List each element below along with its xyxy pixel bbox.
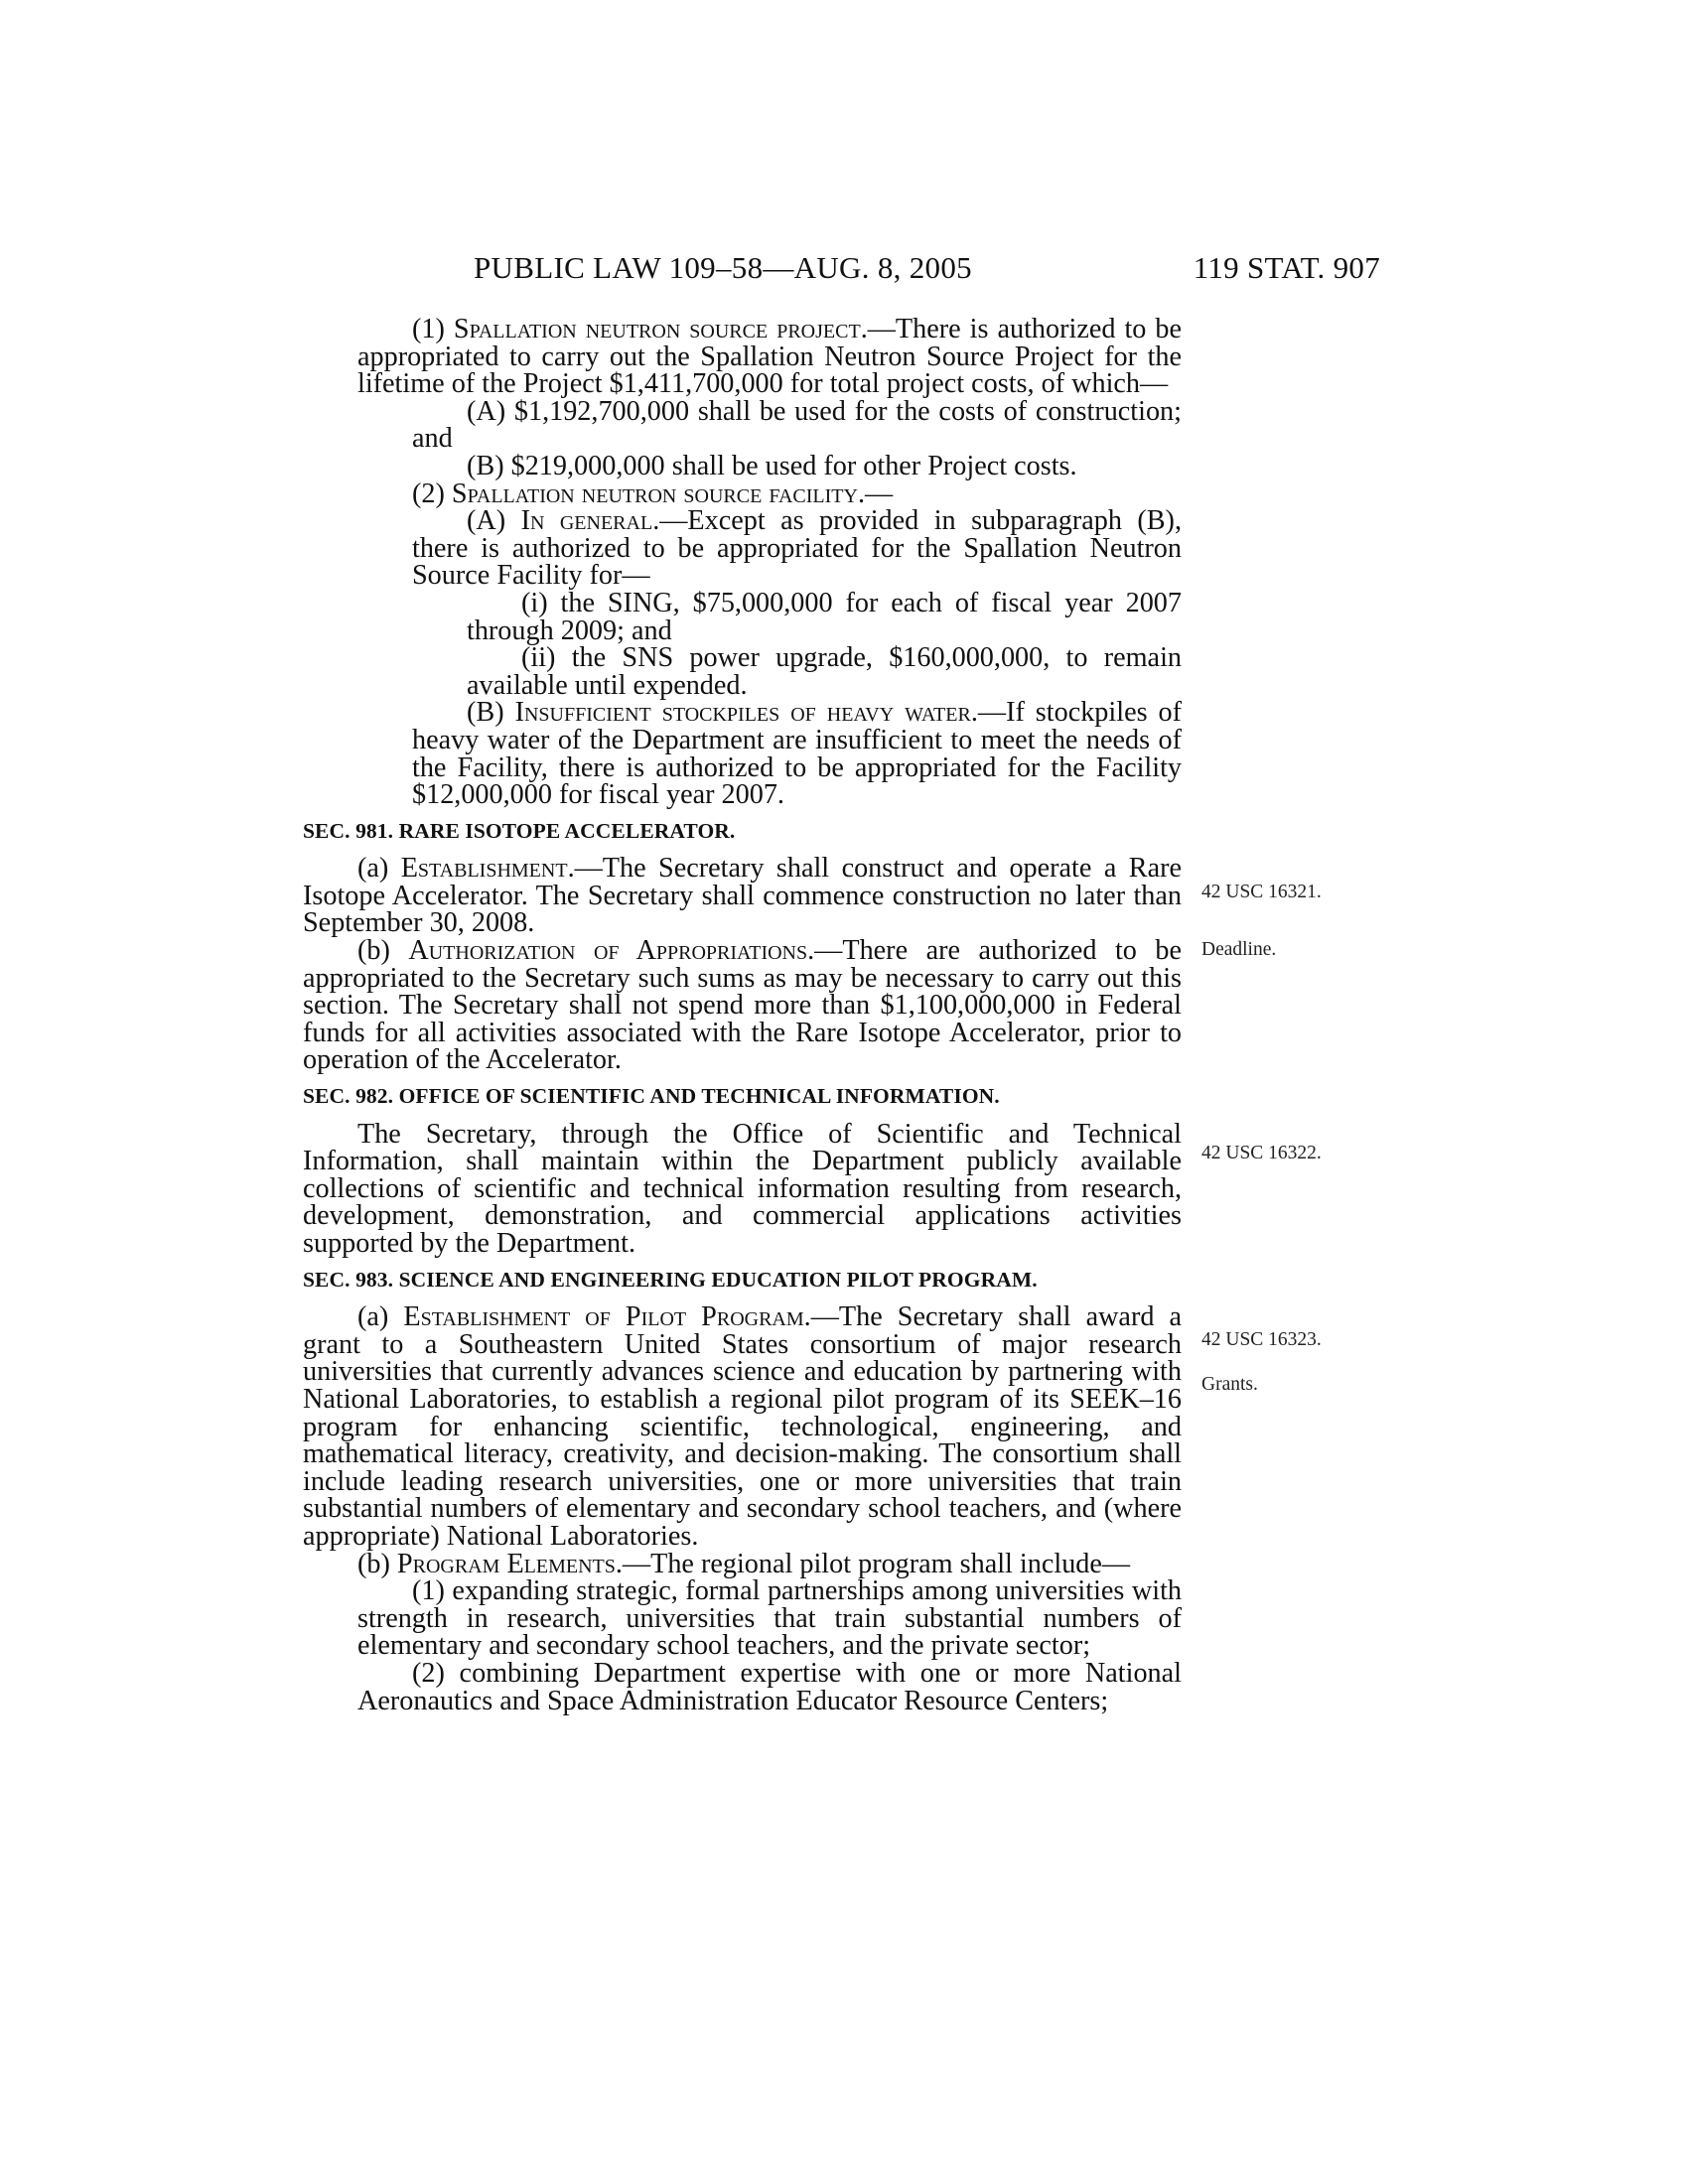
paragraph-2: (2) Spallation neutron source facility.— <box>412 478 894 509</box>
paragraph-1b: (B) $219,000,000 shall be used for other Project costs. <box>467 450 1077 481</box>
section-982-heading: SEC. 982. OFFICE OF SCIENTIFIC AND TECHNICAL INFORMATION. <box>303 1084 1000 1109</box>
paragraph-1a: (A) $1,192,700,000 shall be used for the costs of construction; and <box>412 395 1182 455</box>
section-983-b-2: (2) combining Department expertise with one or more National Aeronautics and Space Administration Educator Resource Centers; <box>357 1657 1182 1716</box>
margin-note-grants: Grants. <box>1201 1374 1258 1395</box>
section-983-heading: SEC. 983. SCIENCE AND ENGINEERING EDUCATION PILOT PROGRAM. <box>303 1267 1038 1292</box>
paragraph-2a-ii: (ii) the SNS power upgrade, $160,000,000, to remain available until expended. <box>467 642 1182 701</box>
paragraph-2b: (B) Insufficient stockpiles of heavy water.—If stockpiles of heavy water of the Department are insufficient to meet the needs of the Facility, there is authorized to be appropriated for the Facility $12,000,000 for fiscal year 2007. <box>412 697 1182 811</box>
section-983-b: (b) Program Elements.—The regional pilot program shall include— <box>357 1548 1131 1579</box>
paragraph-2a-i: (i) the SING, $75,000,000 for each of fiscal year 2007 through 2009; and <box>467 587 1182 646</box>
margin-note-sec983-usc: 42 USC 16323. <box>1201 1329 1322 1350</box>
section-981-a: (a) Establishment.—The Secretary shall construct and operate a Rare Isotope Accelerator. The Secretary shall commence construction no later than September 30, 2008. <box>303 853 1182 939</box>
section-983-a: (a) Establishment of Pilot Program.—The Secretary shall award a grant to a Southeastern United States consortium of major research universities that currently advances science and education by partnering with National Laboratories, to establish a regional pilot program of its SEEK–16 program for enhancing scientific, technological, engineering, and mathematical literacy, creativity, and decision-making. The consortium shall include leading research universities, one or more universities that train substantial numbers of elementary and secondary school teachers, and (where appropriate) National Laboratories. <box>303 1301 1182 1552</box>
statute-page-number: 119 STAT. 907 <box>1193 250 1380 285</box>
section-983-b-1: (1) expanding strategic, formal partnerships among universities with strength in research, universities that train substantial numbers of elementary and secondary school teachers, and the private sector; <box>357 1575 1182 1662</box>
page-header <box>303 250 1380 290</box>
running-title: PUBLIC LAW 109–58—AUG. 8, 2005 <box>474 250 972 285</box>
section-982-text: The Secretary, through the Office of Scientific and Technical Information, shall maintain within the Department publicly available collections of scientific and technical information resulting from research, development, demonstration, and commercial applications activities supported by the Department. <box>303 1118 1182 1259</box>
document-body <box>303 316 1182 1714</box>
paragraph-2a: (A) In general.—Except as provided in subparagraph (B), there is authorized to be appropriated for the Spallation Neutron Source Facility for— <box>412 505 1182 592</box>
section-981-b: (b) Authorization of Appropriations.—There are authorized to be appropriated to the Secretary such sums as may be necessary to carry out this section. The Secretary shall not spend more than $1,100,000,000 in Federal funds for all activities associated with the Rare Isotope Accelerator, prior to operation of the Accelerator. <box>303 935 1182 1076</box>
margin-note-sec982-usc: 42 USC 16322. <box>1201 1143 1322 1163</box>
margin-note-sec981-usc: 42 USC 16321. <box>1201 882 1322 902</box>
margin-note-deadline: Deadline. <box>1201 939 1277 960</box>
section-981-heading: SEC. 981. RARE ISOTOPE ACCELERATOR. <box>303 818 736 843</box>
paragraph-1: (1) Spallation neutron source project.—There is authorized to be appropriated to carry out the Spallation Neutron Source Project for the lifetime of the Project $1,411,700,000 for total project costs, of which— <box>357 314 1182 400</box>
